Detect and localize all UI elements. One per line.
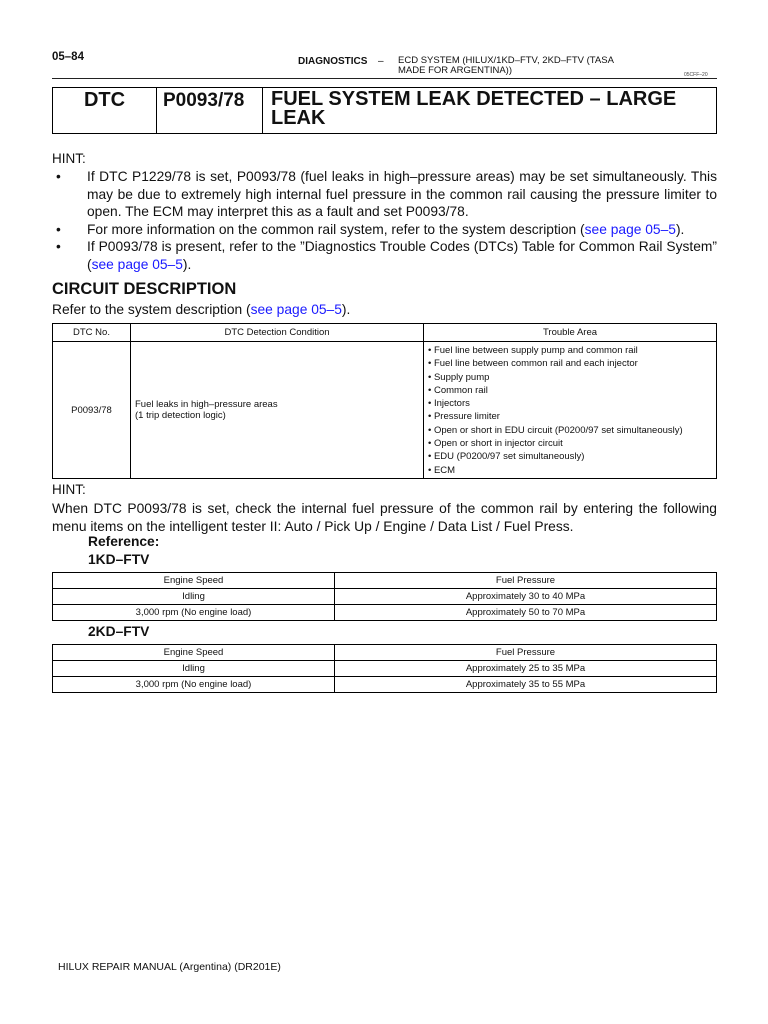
hint-bullet-text: For more information on the common rail system, refer to the system description (: [87, 221, 585, 237]
hint-bullet: [52, 221, 717, 239]
page-footer: HILUX REPAIR MANUAL (Argentina) (DR201E): [58, 961, 281, 973]
dtc-title: [263, 88, 716, 133]
hint-bullet-text: If P0093/78 is present, refer to the ”Diagnostics Trouble Codes (DTCs) Table for Common Rail System” (: [87, 239, 717, 272]
column-header: Fuel Pressure: [335, 573, 717, 589]
table-row: [53, 605, 717, 621]
dtc-title-line2: LEAK: [271, 107, 326, 129]
fuel-pressure-cell: Approximately 30 to 40 MPa: [335, 589, 717, 605]
table-header-row: [53, 573, 717, 589]
bullet-dot: •: [56, 221, 61, 237]
list-item: • Fuel line between supply pump and common rail: [428, 345, 638, 356]
document-code: 05CFF–20: [684, 72, 708, 78]
bullet-dot: •: [56, 169, 61, 184]
header-divider: [52, 78, 717, 79]
bullet-dot: •: [56, 239, 61, 254]
engine-model-label: 1KD–FTV: [88, 552, 150, 567]
dtc-title-box: [52, 87, 717, 134]
system-name: [398, 56, 658, 76]
hint-label: HINT:: [52, 151, 86, 166]
column-header: Fuel Pressure: [335, 645, 717, 661]
circuit-text-start: Refer to the system description (: [52, 302, 251, 317]
engine-speed-cell: Idling: [53, 589, 335, 605]
engine-model-label: 2KD–FTV: [88, 624, 150, 639]
column-header: DTC No.: [53, 324, 131, 342]
engine-speed-cell: Idling: [53, 661, 335, 677]
section-name: DIAGNOSTICS: [298, 56, 368, 67]
column-header: DTC Detection Condition: [131, 324, 424, 342]
table-row: [53, 661, 717, 677]
list-item: • Pressure limiter: [428, 411, 500, 423]
engine-speed-cell: 3,000 rpm (No engine load): [53, 677, 335, 693]
see-page-link[interactable]: see page 05–5: [584, 221, 676, 237]
fuel-pressure-table-2kd: [52, 644, 717, 693]
dtc-table: [52, 323, 717, 479]
table-row: [53, 589, 717, 605]
dtc-table-header-row: [53, 324, 717, 342]
list-item: • Open or short in injector circuit: [428, 438, 563, 450]
system-name-line2: MADE FOR ARGENTINA)): [398, 65, 513, 76]
circuit-text-end: ).: [341, 302, 351, 317]
dtc-label: DTC: [53, 88, 157, 133]
page-number: 05–84: [52, 51, 84, 63]
table-row: [53, 677, 717, 693]
fuel-pressure-table-1kd: [52, 572, 717, 621]
hint-label: HINT:: [52, 482, 86, 497]
see-page-link[interactable]: see page 05–5: [91, 256, 183, 272]
system-name-line1: ECD SYSTEM (HILUX/1KD–FTV, 2KD–FTV (TASA: [398, 55, 614, 66]
column-header: Engine Speed: [53, 645, 335, 661]
detection-condition-cell: [131, 342, 424, 479]
hint-bullet-list: [52, 168, 717, 273]
table-header-row: [53, 645, 717, 661]
list-item: • Injectors: [428, 398, 470, 410]
list-item: • Common rail: [428, 384, 488, 396]
reference-label: Reference:: [88, 534, 160, 549]
header-dash: –: [378, 56, 384, 67]
column-header: Engine Speed: [53, 573, 335, 589]
hint-bullet-text-end: ).: [675, 221, 685, 237]
dtc-code: P0093/78: [157, 88, 263, 133]
hint-bullet-text: If DTC P1229/78 is set, P0093/78 (fuel leaks in high–pressure areas) may be set simultaneously. This may be due to extremely high internal fuel pressure in the common rail causing the pressure limiter to open. The ECM may interpret this as a fault and set P0093/78.: [87, 169, 717, 219]
hint-bullet: [52, 238, 717, 273]
list-item: • Open or short in EDU circuit (P0200/97 set simultaneously): [428, 424, 683, 436]
hint-bullet-text-end: ).: [182, 256, 192, 272]
circuit-description-heading: CIRCUIT DESCRIPTION: [52, 280, 237, 298]
list-item: • EDU (P0200/97 set simultaneously): [428, 451, 585, 463]
table-row: [53, 342, 717, 479]
hint-bullet: [52, 168, 717, 221]
list-item: • ECM: [428, 464, 456, 476]
see-page-link[interactable]: see page 05–5: [250, 302, 342, 317]
condition-line: Fuel leaks in high–pressure areas: [135, 399, 278, 410]
engine-speed-cell: 3,000 rpm (No engine load): [53, 605, 335, 621]
fuel-pressure-cell: Approximately 50 to 70 MPa: [335, 605, 717, 621]
fuel-pressure-cell: Approximately 35 to 55 MPa: [335, 677, 717, 693]
hint-text: When DTC P0093/78 is set, check the internal fuel pressure of the common rail by entering the following menu items on the intelligent tester II: Auto / Pick Up / Engine / Data List / Fuel Press.: [52, 501, 717, 534]
condition-line: (1 trip detection logic): [135, 410, 226, 421]
dtc-number-cell: P0093/78: [53, 342, 131, 479]
fuel-pressure-cell: Approximately 25 to 35 MPa: [335, 661, 717, 677]
trouble-area-cell: [424, 342, 717, 479]
trouble-area-list: [428, 342, 712, 477]
dtc-title-line1: FUEL SYSTEM LEAK DETECTED – LARGE: [271, 88, 677, 110]
column-header: Trouble Area: [424, 324, 717, 342]
list-item: • Fuel line between common rail and each injector: [428, 358, 638, 370]
list-item: • Supply pump: [428, 371, 490, 383]
circuit-description-text: [52, 302, 350, 317]
